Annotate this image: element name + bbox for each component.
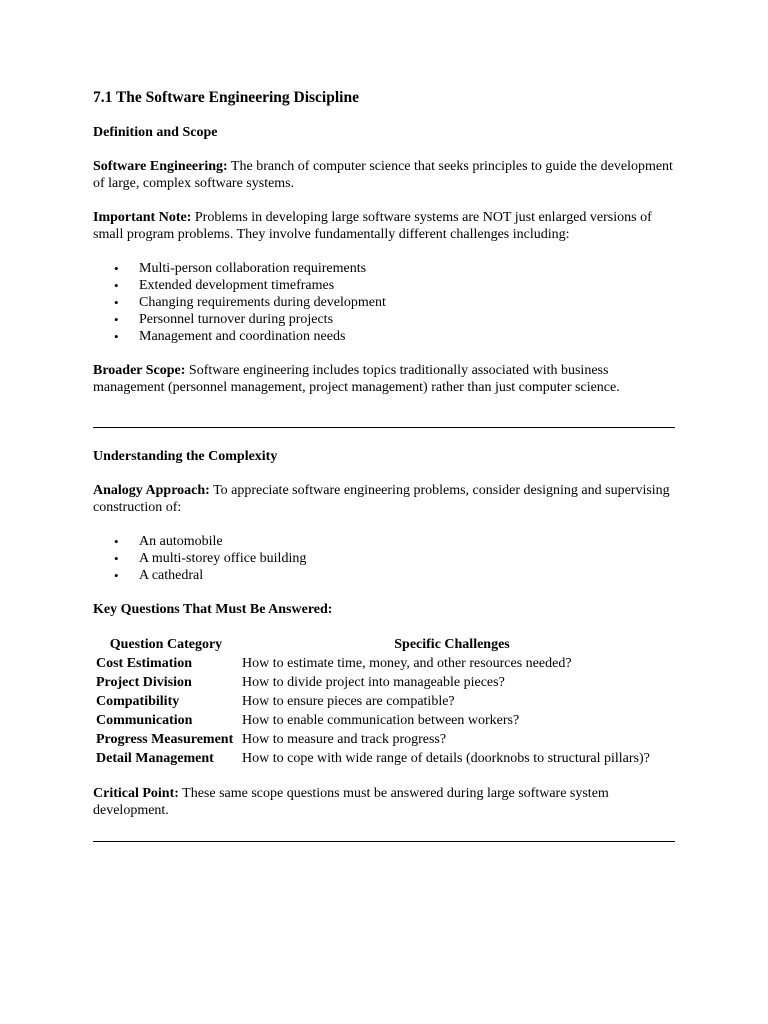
list-item: • Personnel turnover during projects [93, 311, 677, 328]
section-heading-definition: Definition and Scope [93, 125, 218, 140]
important-note-paragraph [93, 209, 677, 243]
table-header-row [93, 635, 665, 654]
list-item: • A multi-storey office building [93, 550, 677, 567]
table-cell-challenge: How to cope with wide range of details (doorknobs to structural pillars)? [242, 751, 650, 766]
table-row [93, 654, 665, 673]
list-item: • Changing requirements during development [93, 294, 677, 311]
critical-point-text: These same scope questions must be answered during large software system development. [93, 786, 609, 818]
table-cell-category: Progress Measurement [96, 732, 234, 747]
analogy-text: To appreciate software engineering problems, consider designing and supervising construction of: [93, 483, 670, 515]
important-note-text: Problems in developing large software systems are NOT just enlarged versions of small program problems. They involve fundamentally different challenges including: [93, 210, 652, 242]
list-item: • A cathedral [93, 567, 677, 584]
document-content [93, 89, 677, 842]
table-cell-category: Communication [96, 713, 193, 728]
column-header-category: Question Category [109, 637, 223, 652]
list-item: • Extended development timeframes [93, 277, 677, 294]
examples-list [93, 533, 677, 584]
section-heading-complexity: Understanding the Complexity [93, 449, 278, 464]
definition-label: Software Engineering: [93, 159, 228, 174]
list-item: • An automobile [93, 533, 677, 550]
table-row [93, 730, 665, 749]
page-title: 7.1 The Software Engineering Discipline [93, 89, 359, 106]
analogy-paragraph [93, 482, 677, 516]
questions-table [93, 635, 665, 768]
broader-scope-label: Broader Scope: [93, 363, 186, 378]
table-cell-challenge: How to enable communication between workers? [242, 713, 520, 728]
table-row [93, 692, 665, 711]
table-cell-challenge: How to measure and track progress? [242, 732, 447, 747]
table-cell-challenge: How to divide project into manageable pieces? [242, 675, 505, 690]
critical-point-paragraph [93, 785, 677, 819]
challenges-list [93, 260, 677, 345]
table-row [93, 711, 665, 730]
table-cell-category: Project Division [96, 675, 192, 690]
table-cell-challenge: How to estimate time, money, and other resources needed? [242, 656, 572, 671]
analogy-label: Analogy Approach: [93, 483, 210, 498]
definition-paragraph [93, 158, 677, 192]
table-row [93, 673, 665, 692]
important-note-label: Important Note: [93, 210, 192, 225]
list-item: • Multi-person collaboration requirements [93, 260, 677, 277]
critical-point-label: Critical Point: [93, 786, 179, 801]
table-row [93, 749, 665, 768]
broader-scope-text: Software engineering includes topics traditionally associated with business management (personnel management, project management) rather than just computer science. [93, 363, 620, 395]
table-cell-category: Cost Estimation [96, 656, 193, 671]
broader-scope-paragraph [93, 362, 677, 396]
list-item: • Management and coordination needs [93, 328, 677, 345]
table-cell-category: Detail Management [96, 751, 214, 766]
column-header-challenges: Specific Challenges [394, 637, 510, 652]
table-cell-category: Compatibility [96, 694, 180, 709]
definition-text: The branch of computer science that seeks principles to guide the development of large, complex software systems. [93, 159, 673, 191]
key-questions-heading: Key Questions That Must Be Answered: [93, 602, 333, 617]
table-cell-challenge: How to ensure pieces are compatible? [242, 694, 455, 709]
section-divider [93, 841, 675, 842]
